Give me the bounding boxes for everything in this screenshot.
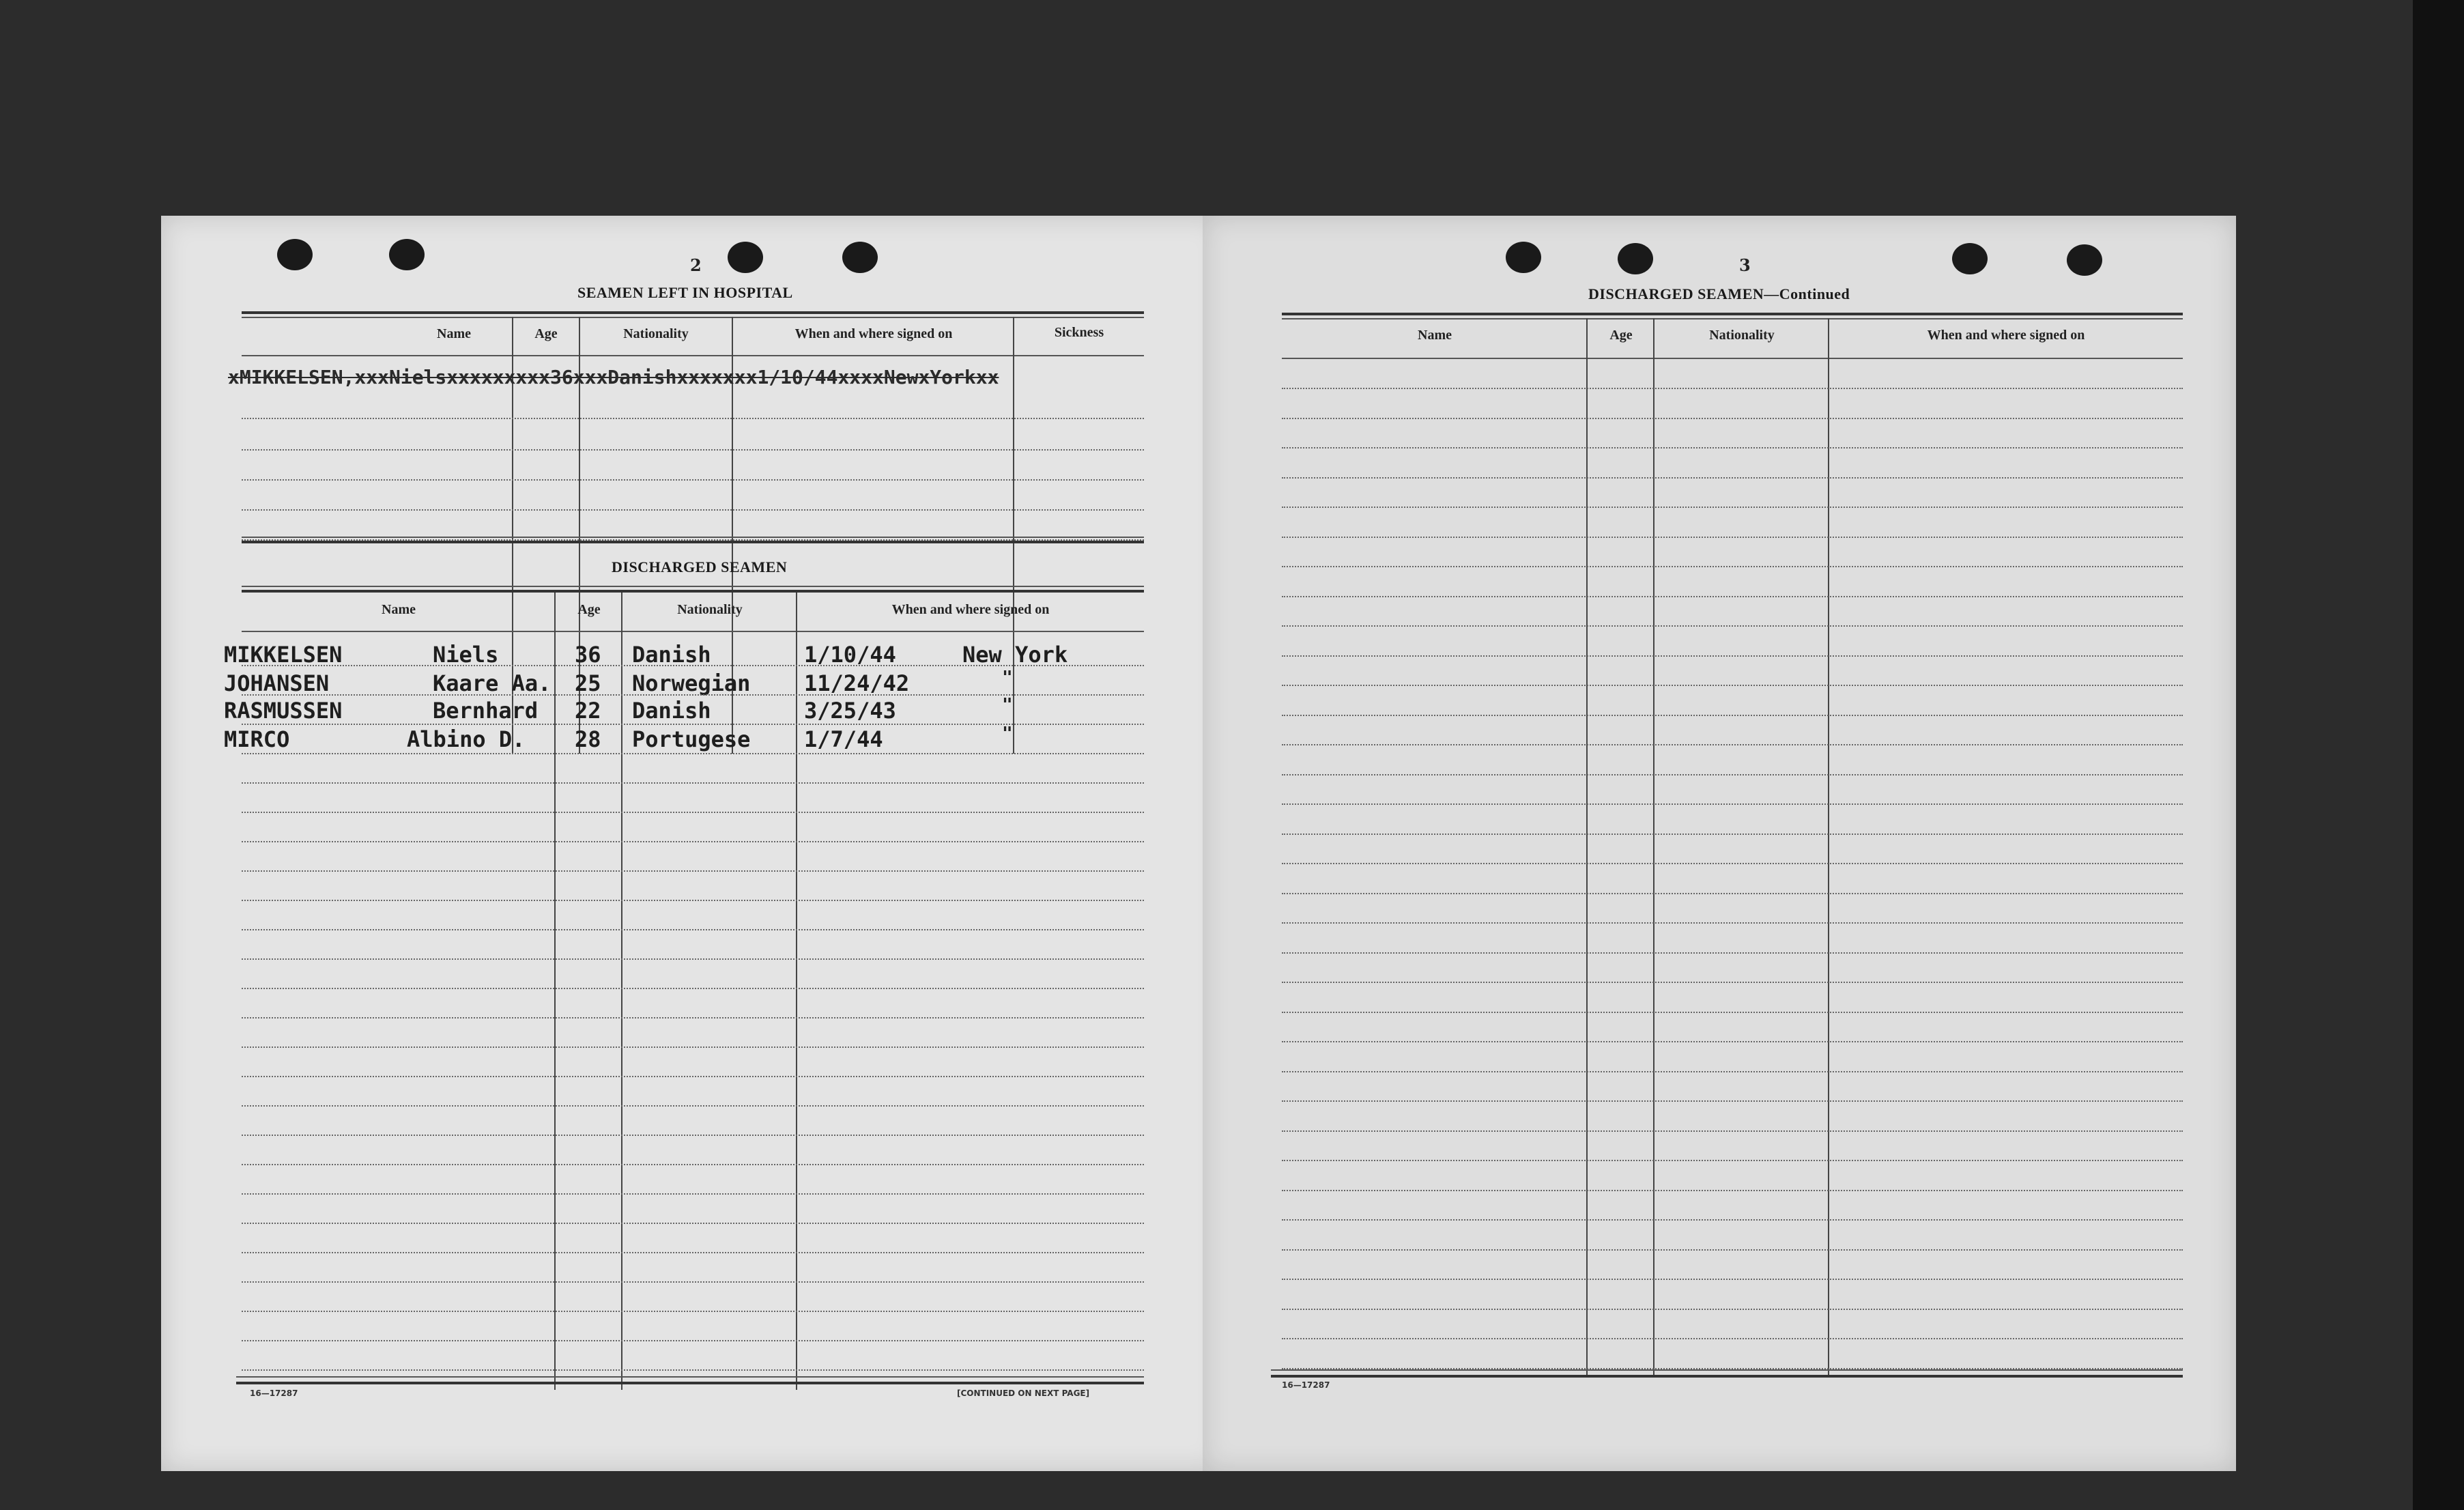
- row-line: [1282, 1219, 2183, 1221]
- row-line: [242, 870, 1144, 872]
- row-given-name: Niels: [433, 642, 499, 668]
- continued-header-age: Age: [1609, 328, 1633, 343]
- row-line: [1282, 1338, 2183, 1339]
- row-line: [242, 1311, 1144, 1312]
- row-line: [1282, 1279, 2183, 1280]
- row-line: [1282, 1160, 2183, 1161]
- row-line: [242, 929, 1144, 930]
- row-nationality: Portugese: [632, 726, 751, 752]
- table-rule: [242, 355, 1144, 356]
- row-line: [1282, 715, 2183, 716]
- row-surname: MIKKELSEN: [224, 642, 343, 668]
- row-line: [242, 1017, 1144, 1018]
- row-line: [242, 449, 1144, 451]
- row-line: [242, 418, 1144, 419]
- row-line: [1282, 1071, 2183, 1072]
- column-divider: [554, 593, 556, 1390]
- table-rule: [236, 1382, 1144, 1384]
- table-rule: [1282, 318, 2183, 319]
- punch-hole: [1506, 242, 1541, 273]
- row-line: [242, 1046, 1144, 1048]
- row-line: [1282, 566, 2183, 567]
- hospital-section-title: SEAMEN LEFT IN HOSPITAL: [577, 284, 793, 301]
- row-line: [1282, 1309, 2183, 1310]
- row-line: [1282, 893, 2183, 894]
- row-age: 25: [575, 670, 601, 696]
- table-rule: [242, 317, 1144, 318]
- row-line: [242, 900, 1144, 901]
- page-number: 2: [690, 255, 702, 275]
- row-line: [242, 479, 1144, 481]
- table-rule: [1282, 313, 2183, 315]
- row-line: [1282, 774, 2183, 775]
- row-given-name: Bernhard: [433, 698, 539, 724]
- continued-header-name: Name: [1418, 328, 1452, 343]
- row-line: [242, 1252, 1144, 1253]
- punch-hole: [728, 242, 763, 273]
- row-line: [1282, 447, 2183, 448]
- table-rule: [242, 631, 1144, 632]
- row-line: [242, 1369, 1144, 1371]
- left-page: [161, 216, 1223, 1471]
- discharged-header-signed-on: When and where signed on: [891, 602, 1050, 617]
- row-line: [1282, 1249, 2183, 1251]
- table-rule: [236, 1376, 1144, 1378]
- row-line: [1282, 744, 2183, 745]
- struck-hospital-entry: xMIKKELSEN,xxxNielsxxxxxxxxx36xxxDanishxxxxxxx1/10/44xxxxNewxYorkxx: [228, 366, 999, 388]
- row-nationality: Danish: [632, 698, 711, 724]
- row-surname: JOHANSEN: [224, 670, 330, 696]
- row-date: 1/7/44: [804, 726, 883, 752]
- row-line: [1282, 834, 2183, 835]
- row-line: [1282, 803, 2183, 805]
- punch-hole: [1952, 243, 1988, 274]
- punch-hole: [2067, 244, 2102, 276]
- column-divider: [796, 593, 797, 1390]
- column-divider: [621, 593, 622, 1390]
- row-line: [1282, 952, 2183, 954]
- row-nationality: Norwegian: [632, 670, 751, 696]
- row-line: [1282, 863, 2183, 864]
- row-line: [1282, 596, 2183, 597]
- row-age: 22: [575, 698, 601, 724]
- discharged-header-name: Name: [382, 602, 416, 617]
- row-line: [242, 694, 1144, 696]
- row-line: [242, 1281, 1144, 1283]
- row-line: [242, 509, 1144, 511]
- row-date: 3/25/43: [804, 698, 896, 724]
- row-surname: RASMUSSEN: [224, 698, 343, 724]
- row-line: [1282, 1100, 2183, 1102]
- row-line: [242, 724, 1144, 725]
- row-place: New York: [962, 642, 1068, 668]
- right-page: [1203, 216, 2236, 1471]
- row-line: [242, 665, 1144, 666]
- row-line: [1282, 1041, 2183, 1042]
- table-rule: [242, 541, 1144, 543]
- form-number: 16—17287: [250, 1388, 298, 1398]
- row-given-name: Albino D.: [407, 726, 526, 752]
- row-line: [1282, 1190, 2183, 1191]
- background-edge: [2413, 0, 2464, 1510]
- row-line: [1282, 922, 2183, 924]
- table-rule: [242, 586, 1144, 587]
- table-rule: [1271, 1375, 2183, 1378]
- row-age: 28: [575, 726, 601, 752]
- row-line: [1282, 982, 2183, 983]
- column-divider: [1013, 317, 1014, 754]
- discharged-header-nationality: Nationality: [677, 602, 743, 617]
- row-line: [242, 1340, 1144, 1341]
- row-date: 11/24/42: [804, 670, 910, 696]
- row-line: [242, 841, 1144, 842]
- row-line: [1282, 507, 2183, 508]
- row-line: [242, 782, 1144, 784]
- row-line: [242, 988, 1144, 989]
- hospital-header-name: Name: [437, 326, 471, 341]
- row-given-name: Kaare Aa.: [433, 670, 551, 696]
- row-line: [242, 1135, 1144, 1136]
- continued-section-title: DISCHARGED SEAMEN—Continued: [1588, 285, 1850, 302]
- hospital-header-signed-on: When and where signed on: [794, 326, 953, 341]
- page-number: 3: [1739, 255, 1751, 275]
- row-line: [1282, 537, 2183, 538]
- table-rule: [1271, 1369, 2183, 1371]
- form-number: 16—17287: [1282, 1380, 1330, 1390]
- discharged-header-age: Age: [577, 602, 601, 617]
- punch-hole: [389, 239, 425, 270]
- row-line: [1282, 418, 2183, 419]
- row-line: [1282, 655, 2183, 657]
- row-line: [242, 958, 1144, 960]
- row-nationality: Danish: [632, 642, 711, 668]
- continued-header-nationality: Nationality: [1709, 328, 1775, 343]
- row-surname: MIRCO: [224, 726, 290, 752]
- row-line: [242, 1193, 1144, 1195]
- continued-note: [CONTINUED ON NEXT PAGE]: [957, 1388, 1090, 1398]
- row-line: [1282, 625, 2183, 627]
- punch-hole: [1618, 243, 1653, 274]
- discharged-section-title: DISCHARGED SEAMEN: [612, 558, 788, 575]
- row-line: [242, 753, 1144, 754]
- row-place-ditto: ": [1002, 724, 1013, 744]
- hospital-header-age: Age: [534, 326, 558, 341]
- table-rule: [242, 311, 1144, 314]
- row-line: [1282, 1130, 2183, 1132]
- row-place-ditto: ": [1002, 695, 1013, 715]
- hospital-header-sickness: Sickness: [1054, 325, 1104, 340]
- punch-hole: [277, 239, 313, 270]
- hospital-header-nationality: Nationality: [623, 326, 689, 341]
- table-rule: [1282, 358, 2183, 359]
- continued-header-signed-on: When and where signed on: [1927, 328, 2085, 343]
- row-place-ditto: ": [1002, 668, 1013, 688]
- row-line: [242, 812, 1144, 813]
- row-line: [1282, 477, 2183, 479]
- row-line: [242, 1105, 1144, 1107]
- punch-hole: [842, 242, 878, 273]
- row-line: [1282, 685, 2183, 686]
- row-line: [242, 1223, 1144, 1224]
- row-line: [242, 1164, 1144, 1165]
- table-rule: [242, 537, 1144, 538]
- row-line: [242, 1076, 1144, 1077]
- table-rule: [242, 590, 1144, 593]
- row-date: 1/10/44: [804, 642, 896, 668]
- row-line: [1282, 388, 2183, 389]
- row-age: 36: [575, 642, 601, 668]
- row-line: [1282, 1012, 2183, 1013]
